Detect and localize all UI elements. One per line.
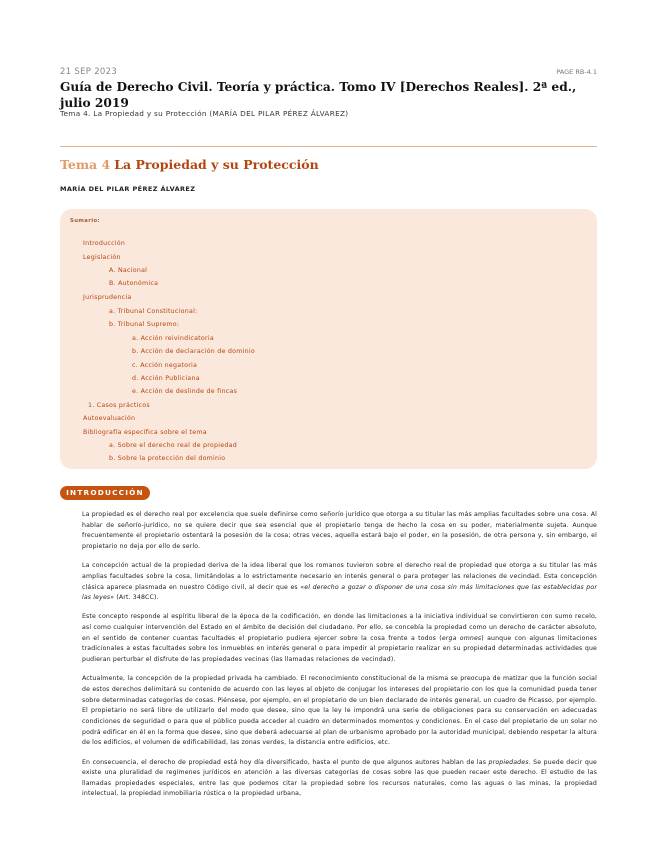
- chapter-author: MARÍA DEL PILAR PÉREZ ÁLVAREZ: [60, 185, 196, 193]
- toc-link-accion-declaracion-dominio[interactable]: b. Acción de declaración de dominio: [132, 348, 255, 355]
- document-subtitle: Tema 4. La Propiedad y su Protección (MARÍA DEL PILAR PÉREZ ÁLVAREZ): [60, 109, 349, 118]
- emphasis-quote: el derecho a gozar o disponer de una cosa sin más limitaciones que las establecidas por las leyes: [82, 583, 598, 602]
- paragraph: Este concepto responde al espíritu liberal de la época de la codificación, en donde las limitaciones a la iniciativa individual se convirtieron con sumo recelo, así como cualquier intervención del Estado en el ámbito de decisión del ciudadano. Por ello, se concebía la propiedad como un derecho de carácter absoluto, en el sentido de contener cuantas facultades el propietario pudiera ejercer sobre la cosa frente a todos (erga omnes) aunque con algunas limitaciones tradicionales a estas facultades sobre los inmuebles en interés general o para impedir al propietario realizar en su propiedad determinadas actividades que pudieran perturbar el disfrute de las propiedades vecinas (las llamadas relaciones de vecindad).: [82, 613, 597, 664]
- page-reference: PAGE RB-4.1: [556, 68, 597, 76]
- paragraph: En consecuencia, el derecho de propiedad está hoy día diversificado, hasta el punto de que algunos autores hablan de las propiedades. Se puede decir que existe una pluralidad de regímenes jurídicos en atención a las diversas categorías de cosas sobre las que pueden recaer este derecho. El estudio de las llamadas propiedades especiales, entre las que podemos citar la propiedad sobre los recursos naturales, como las aguas o las minas, la propiedad intelectual, la propiedad inmobiliaria rústica o la propiedad urbana,: [82, 758, 597, 798]
- toc-link-jurisprudencia[interactable]: Jurisprudencia: [83, 294, 132, 301]
- chapter-title: [60, 157, 319, 172]
- document-title: Guía de Derecho Civil. Teoría y práctica. Tomo IV [Derechos Reales]. 2ª ed., julio 2019: [60, 80, 577, 110]
- emphasis-term: propiedades: [488, 758, 529, 766]
- toc-link-autonomica[interactable]: B. Autonómica: [109, 280, 159, 287]
- document-date: 21 SEP 2023: [60, 67, 118, 77]
- chapter-number: Tema 4: [60, 157, 111, 172]
- toc-link-accion-publiciana[interactable]: d. Acción Publiciana: [132, 375, 200, 382]
- emphasis-latin: erga omnes: [441, 634, 482, 642]
- toc-link-biblio-proteccion[interactable]: b. Sobre la protección del dominio: [109, 455, 226, 462]
- toc-link-accion-reivindicatoria[interactable]: a. Acción reivindicatoria: [132, 335, 214, 342]
- toc-link-introduccion[interactable]: Introducción: [83, 240, 126, 247]
- toc-link-bibliografia[interactable]: Bibliografía específica sobre el tema: [83, 429, 207, 436]
- toc-link-casos-practicos[interactable]: 1. Casos prácticos: [88, 402, 150, 409]
- chapter-name: La Propiedad y su Protección: [114, 157, 319, 172]
- header-divider: [60, 146, 597, 147]
- paragraph: La propiedad es el derecho real por excelencia que suele definirse como señorío jurídico que otorga a su titular las más amplias facultades sobre una cosa. Al hablar de señorío-jurídico, no se quiere decir que sea esencial que el propietario tenga de hecho la cosa en su poder, materialmente sujeta. Aunque frecuentemente el propietario ostentará la posesión de la cosa; otras veces, aquella estará bajo el poder, en la posesión, de otra persona y, sin embargo, el propietario no deja por ello de serlo.: [82, 511, 597, 550]
- toc-link-autoevaluacion[interactable]: Autoevaluación: [83, 415, 136, 422]
- toc-link-tribunal-constitucional[interactable]: a. Tribunal Constitucional:: [109, 308, 198, 315]
- toc-link-biblio-propiedad[interactable]: a. Sobre el derecho real de propiedad: [109, 442, 237, 449]
- toc-link-accion-negatoria[interactable]: c. Acción negatoria: [132, 362, 198, 369]
- paragraph: La concepción actual de la propiedad deriva de la idea liberal que los romanos tuvieron sobre el derecho real de propiedad que otorga a su titular las más amplias facultades sobre la cosa, limitándolas a lo estrictamente necesario en interés general o para proteger las relaciones de vecindad. Esta concepción clásica aparece plasmada en nuestro Código civil, al decir que es «el derecho a gozar o disponer de una cosa sin más limitaciones que las establecidas por las leyes» (Art. 348CC).: [82, 562, 598, 602]
- paragraph: Actualmente, la concepción de la propiedad privada ha cambiado. El reconocimiento constitucional de la misma se preocupa de matizar que la función social de estos derechos delimitará su contenido de acuerdo con las leyes al objeto de conjugar los intereses del propietario con los que la comunidad pueda tener sobre determinadas categorías de cosas. Piénsese, por ejemplo, en el propietario de un bien declarado de interés general, un cuadro de Picasso, por ejemplo. El propietario no será libre de utilizarlo del modo que desee, sino que la ley le impondrá una serie de obligaciones para su conservación en adecuadas condiciones de seguridad o para que el público pueda acceder al cuadro en determinados momentos y condiciones. En el caso del propietario de un solar no podrá edificar en él en la forma que desee, sino que deberá adecuarse al plan de urbanismo aprobado por la autoridad municipal, debiendo respetar la altura de los edificios, el volumen de edificabilidad, las zonas verdes, la distancia entre edificios, etc.: [82, 675, 597, 747]
- toc-link-tribunal-supremo[interactable]: b. Tribunal Supremo:: [109, 321, 180, 328]
- toc-link-accion-deslinde[interactable]: e. Acción de deslinde de fincas: [132, 388, 238, 395]
- toc-link-legislacion[interactable]: Legislación: [83, 254, 121, 261]
- section-badge-introduccion: INTRODUCCIÓN: [60, 486, 150, 500]
- toc-link-nacional[interactable]: A. Nacional: [109, 267, 148, 274]
- toc-heading: Sumario:: [70, 218, 101, 224]
- body-text: [82, 510, 597, 809]
- table-of-contents: [60, 209, 597, 469]
